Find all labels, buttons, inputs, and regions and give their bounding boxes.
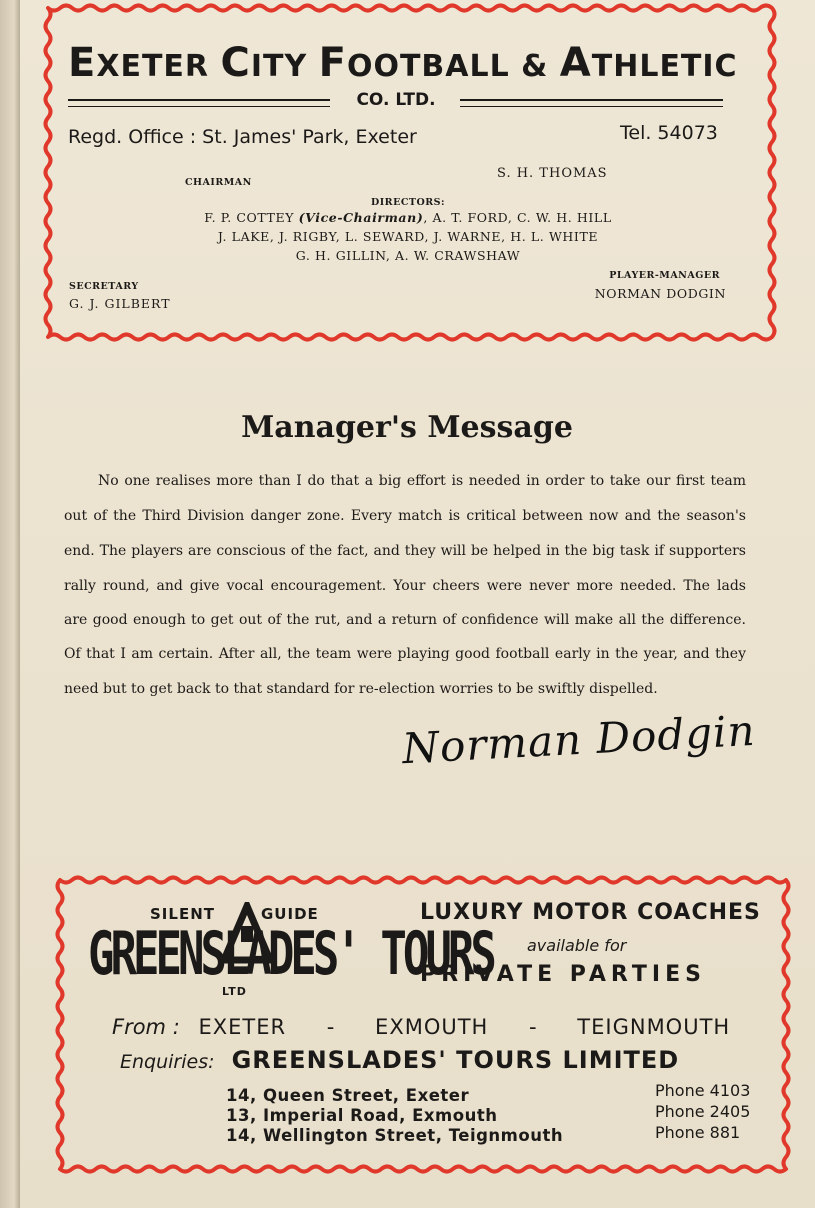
separator: - [326, 1015, 335, 1039]
message-line: are good enough to get out of the rut, and a return of confidence will make all the difference. [64, 612, 746, 628]
message-line: need but to get back to that standard for re-election worries to be swiftly dispelled. [64, 681, 658, 697]
rule-right [460, 99, 723, 107]
message-line: No one realises more than I do that a big effort is needed in order to take our first team [98, 473, 746, 489]
company-suffix: CO. LTD. [356, 90, 436, 110]
message-line: rally round, and give vocal encouragement. Your cheers were never more needed. The lads [64, 578, 746, 594]
address: 14, Queen Street, Exeter [226, 1086, 470, 1105]
directors-line: G. H. GILLIN, A. W. CRAWSHAW [295, 248, 521, 263]
player-manager-label: PLAYER-MANAGER [609, 270, 720, 281]
separator: - [529, 1015, 537, 1039]
message-line: Of that I am certain. After all, the team were playing good football early in the year, and they [64, 646, 746, 662]
company-name: GREENSLADES' TOURS LIMITED [231, 1046, 680, 1074]
brand-name: GREENSLADES' TOURS [88, 920, 493, 989]
registered-office: Regd. Office : St. James' Park, Exeter [68, 126, 417, 148]
advert-headline: LUXURY MOTOR COACHES [420, 900, 761, 925]
club-name: EXETER CITY FOOTBALL & ATHLETIC [68, 40, 738, 86]
message-line: end. The players are conscious of the fact, and they will be helped in the big task if supporters [64, 543, 746, 559]
rule-left [68, 99, 330, 107]
directors-label: DIRECTORS: [371, 197, 445, 208]
advert-private-parties: PRIVATE PARTIES [420, 962, 706, 987]
player-manager-name: NORMAN DODGIN [594, 286, 726, 301]
address: 13, Imperial Road, Exmouth [226, 1106, 498, 1125]
directors-line: J. LAKE, J. RIGBY, L. SEWARD, J. WARNE, H. L. WHITE [217, 229, 599, 244]
logo-silent: SILENT [150, 905, 215, 923]
town: EXMOUTH [375, 1015, 489, 1039]
from-label: From : [112, 1015, 180, 1039]
departure-towns [112, 1015, 730, 1039]
booklet-spine [0, 0, 20, 1208]
secretary-name: G. J. GILBERT [69, 296, 171, 311]
telephone: Tel. 54073 [620, 122, 718, 144]
chairman-label: CHAIRMAN [185, 177, 252, 188]
message-title: Manager's Message [241, 410, 573, 445]
town: EXETER [198, 1015, 287, 1039]
vice-chairman-note: (Vice-Chairman) [298, 210, 424, 225]
enquiries-label: Enquiries: [120, 1051, 215, 1073]
logo-guide: GUIDE [261, 905, 319, 923]
town: TEIGNMOUTH [577, 1015, 731, 1039]
phone-number: Phone 881 [655, 1123, 741, 1142]
phone-number: Phone 2405 [655, 1102, 751, 1121]
company-suffix-row [68, 90, 723, 112]
secretary-label: SECRETARY [69, 281, 139, 292]
message-line: out of the Third Division danger zone. Every match is critical between now and the season's [64, 508, 746, 524]
advert-available: available for [527, 936, 627, 955]
chairman-name: S. H. THOMAS [497, 166, 608, 181]
phone-number: Phone 4103 [655, 1081, 751, 1100]
manager-signature: Norman Dodgin [400, 705, 757, 774]
enquiries-row [120, 1046, 679, 1074]
address: 14, Wellington Street, Teignmouth [226, 1126, 564, 1145]
directors-line: F. P. COTTEY (Vice-Chairman), A. T. FORD, C. W. H. HILL [204, 210, 612, 225]
brand-ltd: LTD [222, 985, 247, 998]
